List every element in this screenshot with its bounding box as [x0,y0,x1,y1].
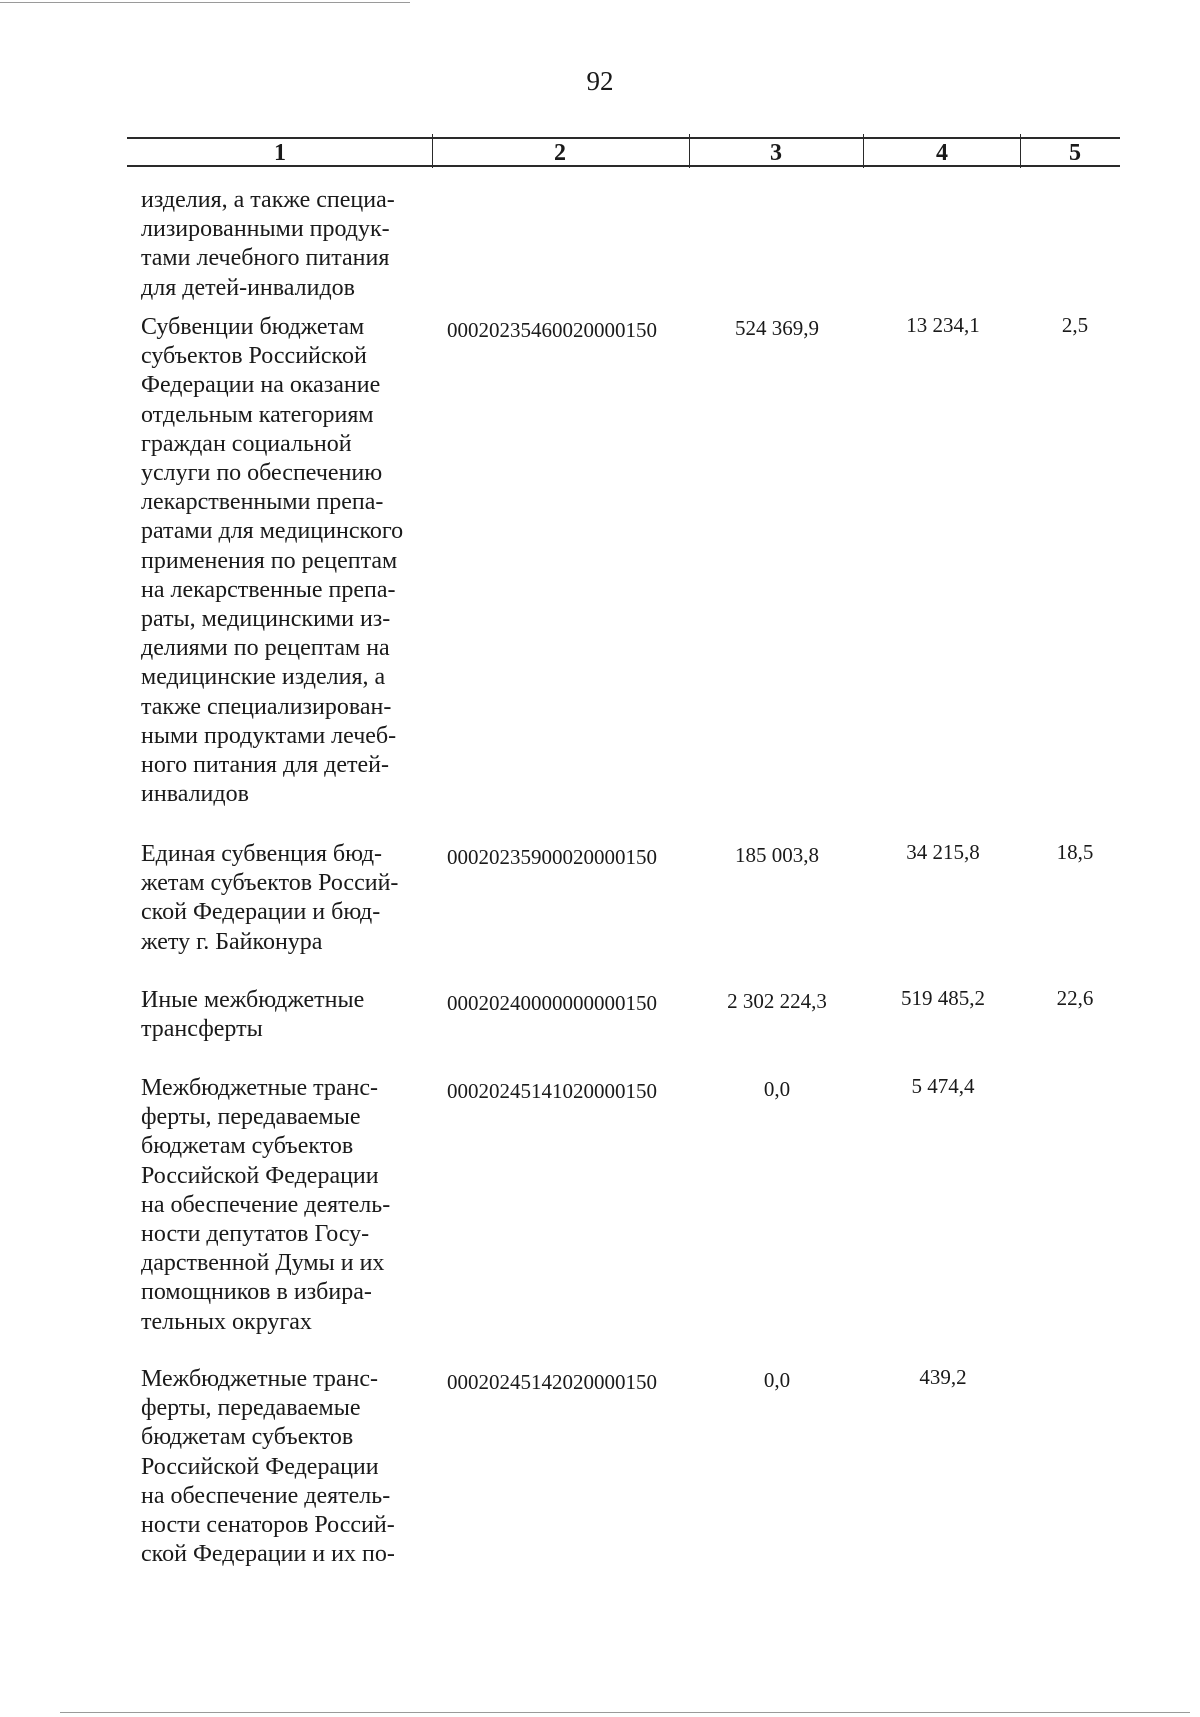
description-line: отдельным категориям [141,401,374,428]
description-line: помощников в избира- [141,1279,372,1306]
description-line: дарственной Думы и их [141,1250,385,1277]
row-value-col4: 34 215,8 [906,840,980,864]
row-value-col4: 439,2 [919,1365,967,1389]
column-header-3: 3 [770,140,782,166]
description-line: ферты, передаваемые [141,1104,361,1131]
description-line: ности депутатов Госу- [141,1221,370,1248]
description-line: лизированными продук- [141,216,390,243]
description-line: тельных округах [141,1308,312,1335]
row-budget-code: 00020245141020000150 [447,1079,657,1103]
description-line: Единая субвенция бюд- [141,841,383,867]
description-line: Межбюджетные транс- [141,1075,379,1101]
row-value-col3: 0,0 [763,1077,791,1101]
table-header-top-border [127,137,1120,139]
column-separator-1 [432,134,433,168]
description-line: Российской Федерации [141,1453,379,1480]
row-value-col4: 5 474,4 [911,1074,975,1098]
row-description [141,313,425,809]
description-line: бюджетам субъектов [141,1424,354,1451]
description-line: бюджетам субъектов [141,1133,354,1160]
column-separator-4 [1020,134,1021,168]
row-value-col5: 2,5 [1061,313,1089,337]
description-line: лекарственными препа- [141,489,384,516]
description-line: ской Федерации и бюд- [141,899,381,926]
row-description [141,986,425,1044]
description-line: на обеспечение деятель- [141,1191,391,1218]
description-line: субъектов Российской [141,343,367,370]
description-line: Российской Федерации [141,1162,379,1189]
scan-edge-bottom [60,1712,1190,1713]
column-separator-2 [689,134,690,168]
row-description [141,840,425,957]
description-line: ными продуктами лечеб- [141,722,397,749]
row-value-col5: 22,6 [1056,986,1094,1010]
description-line: Субвенции бюджетам [141,314,365,340]
row-budget-code: 00020235900020000150 [447,845,657,869]
description-line: раты, медицинскими из- [141,606,391,633]
description-line: инвалидов [141,781,249,808]
description-line: жету г. Байконура [141,928,323,955]
description-line: Федерации на оказание [141,372,381,399]
column-header-4: 4 [936,140,948,166]
row-value-col4: 519 485,2 [901,986,985,1010]
column-header-1: 1 [274,140,286,166]
description-line: Межбюджетные транс- [141,1366,379,1392]
row-budget-code: 00020245142020000150 [447,1370,657,1394]
description-line: ской Федерации и их по- [141,1541,395,1568]
row-value-col4: 13 234,1 [906,313,980,337]
description-line: делиями по рецептам на [141,635,390,662]
description-line: изделия, а также специа- [141,187,395,213]
row-value-col3: 0,0 [763,1368,791,1392]
row-value-col3: 524 369,9 [735,316,819,340]
column-separator-3 [863,134,864,168]
row-budget-code: 00020240000000000150 [447,991,657,1015]
description-line: ратами для медицинского [141,518,404,545]
description-line: ности сенаторов Россий- [141,1512,395,1539]
description-line: ного питания для детей- [141,752,390,779]
description-line: ферты, передаваемые [141,1395,361,1422]
page-number: 92 [586,66,614,96]
row-value-col5: 18,5 [1056,840,1094,864]
description-line: тами лечебного питания [141,245,390,272]
row-value-col3: 185 003,8 [735,843,819,867]
description-line: на обеспечение деятель- [141,1482,391,1509]
description-line: жетам субъектов Россий- [141,870,399,897]
description-line: для детей-инвалидов [141,274,355,301]
row-description [141,186,425,303]
row-description [141,1365,425,1569]
description-line: также специализирован- [141,693,392,720]
description-line: Иные межбюджетные [141,987,365,1013]
description-line: на лекарственные препа- [141,576,396,603]
description-line: услуги по обеспечению [141,460,383,487]
scan-edge-top [0,2,410,3]
description-line: применения по рецептам [141,547,398,574]
description-line: трансферты [141,1016,263,1043]
row-budget-code: 00020235460020000150 [447,318,657,342]
description-line: медицинские изделия, а [141,664,386,691]
column-header-5: 5 [1069,140,1081,166]
column-header-2: 2 [554,140,566,166]
description-line: граждан социальной [141,430,352,457]
row-description [141,1074,425,1337]
row-value-col3: 2 302 224,3 [727,989,827,1013]
